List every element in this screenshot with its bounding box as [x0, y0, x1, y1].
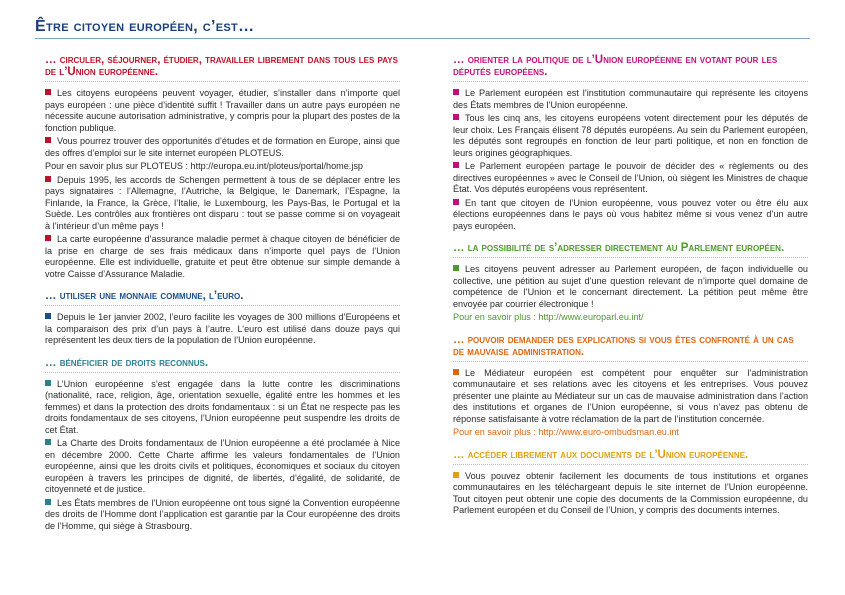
section [453, 449, 808, 517]
paragraph [45, 234, 400, 280]
paragraph-text: Depuis 1995, les accords de Schengen permettent à tous de se déplacer entre les pays signataires : l’Allemagne, l’Autriche, la Belgique, le Danemark, l’Espagne, la Finlande, la France, la Grèce, l’Italie, le Luxembourg, les Pays-Bas, le Portugal et la Suède. Les contrôles aux frontières ont disparu : tout se passe comme si on voyageait à l’intérieur d’un même pays ! [45, 174, 400, 231]
title-divider [35, 38, 810, 39]
square-bullet-icon [453, 472, 459, 478]
paragraph-text: Le Parlement européen partage le pouvoir de décider des « règlements ou des directives européennes » avec le Conseil de l’Union, où siègent les Ministres de chaque État. Vos députés européens vous représentent. [453, 161, 808, 194]
section [45, 54, 400, 280]
paragraph-text: Depuis le 1er janvier 2002, l’euro facilite les voyages de 300 millions d’Européens et la comparaison des prix d’un pays à l’autre. L’euro est utilisé dans douze pays qui représentent les deux tiers de la population de l’Union européenne. [45, 312, 400, 345]
section-heading: … utiliser une monnaie commune, l’euro. [45, 290, 400, 306]
square-bullet-icon [45, 235, 51, 241]
paragraph-text: Vous pourrez trouver des opportunités d’études et de formation en Europe, ainsi que des offres d’emploi sur le site internet européen PLOTEUS. [45, 136, 400, 158]
paragraph-text: La Charte des Droits fondamentaux de l’Union européenne a été proclamée à Nice en décembre 2000. Cette Charte affirme les valeurs fondamentales de l’Union européenne, ainsi que les droits civils et politiques, économiques et sociaux du citoyen européen à travers les principes de dignité, de libertés, d’égalité, de solidarité, de citoyenneté et de justice. [45, 438, 400, 494]
paragraph [45, 161, 400, 173]
section-heading: … la possibilité de s’adresser directement au Parlement européen. [453, 242, 808, 258]
paragraph [45, 312, 400, 347]
paragraph [45, 498, 400, 533]
section [45, 357, 400, 533]
section-heading: … circuler, séjourner, étudier, travailler librement dans tous les pays de l’Union européenne. [45, 54, 400, 82]
square-bullet-icon [45, 89, 51, 95]
paragraph [453, 198, 808, 233]
square-bullet-icon [45, 499, 51, 505]
paragraph [453, 161, 808, 196]
square-bullet-icon [453, 89, 459, 95]
square-bullet-icon [45, 176, 51, 182]
section [453, 54, 808, 232]
paragraph-text: Les États membres de l’Union européenne ont tous signé la Convention européenne des droits de l’Homme dont l’application est garantie par la Cour européenne des droits de l’Homme, qui siège à Strasbourg. [45, 497, 400, 531]
paragraph [45, 438, 400, 496]
paragraph-text: Tous les cinq ans, les citoyens européens votent directement pour les députés de leur choix. Les Français élisent 78 députés européens. Au sein du Parlement européen, les députés sont regroupés en fonction de leur parti politique, et non en fonction de leurs origines géographiques. [453, 113, 808, 158]
paragraph [45, 379, 400, 437]
section [453, 242, 808, 324]
paragraph-text: Le Médiateur européen est compétent pour enquêter sur l’administration communautaire et ses relations avec les citoyens et les entreprises. Vous pouvez présenter une plainte au Médiateur sur un cas de mauvaise administration dans l’action des institutions et organes de l’Union européenne, si vous n’avez pas obtenu de réponse satisfaisante à votre réclamation de la part de l’institution concernée. [453, 367, 808, 424]
paragraph [45, 175, 400, 233]
section-heading: … orienter la politique de l’Union européenne en votant pour les députés européens. [453, 54, 808, 82]
paragraph [45, 136, 400, 159]
square-bullet-icon [453, 199, 459, 205]
square-bullet-icon [453, 114, 459, 120]
paragraph-text: Les citoyens peuvent adresser au Parlement européen, de façon individuelle ou collective, une pétition au sujet d’une question relevant de n’importe quel domaine de compétence de l’Union et le concernant directement. La pétition peut même être envoyée par courrier électronique ! [453, 264, 808, 309]
square-bullet-icon [453, 162, 459, 168]
paragraph-text: Vous pouvez obtenir facilement les documents de tous institutions et organes communautaires en les téléchargeant depuis le site internet de l’Union européenne. Tout citoyen peut obtenir une copie des documents de la Commission européenne, du Parlement européen et du Conseil de l’Union, y compris des documents internes. [453, 470, 808, 515]
paragraph [453, 471, 808, 517]
square-bullet-icon [453, 369, 459, 375]
paragraph [453, 88, 808, 111]
section-heading: … pouvoir demander des explications si vous êtes confronté à un cas de mauvaise administration. [453, 334, 808, 362]
section-heading: … bénéficier de droits reconnus. [45, 357, 400, 373]
paragraph-text: L’Union européenne s’est engagée dans la lutte contre les discriminations (nationalité, race, religion, âge, orientation sexuelle, égalité entre les hommes et les femmes) et dans la protection des droits fondamentaux : si un État ne respecte pas les droits fondamentaux de ses citoyens, l’Union européenne peut suspendre les droits de cet État. [45, 378, 400, 435]
paragraph-text: En tant que citoyen de l’Union européenne, vous pouvez voter ou être élu aux élections européennes dans le pays où vous habitez même si vous venez d’un autre pays européen. [453, 197, 808, 231]
square-bullet-icon [45, 313, 51, 319]
more-info-link[interactable]: Pour en savoir plus : http://www.europarl.eu.int/ [453, 312, 644, 322]
square-bullet-icon [45, 137, 51, 143]
page-title: Être citoyen européen, c’est… [35, 18, 255, 35]
right-column [453, 46, 808, 527]
more-info-link[interactable]: Pour en savoir plus : http://www.euro-ombudsman.eu.int [453, 427, 679, 437]
paragraph-text: La carte européenne d’assurance maladie permet à chaque citoyen de bénéficier de la prise en charge de ses frais médicaux dans n’importe quel pays de l’Union européenne. Elle est individuelle, gratuite et peut être obtenue sur simple demande à votre Caisse d’Assurance Maladie. [45, 234, 400, 279]
section [45, 290, 400, 347]
paragraph [45, 88, 400, 134]
paragraph [453, 264, 808, 310]
paragraph-text: Le Parlement européen est l’institution communautaire qui représente les citoyens des États membres de l’Union européenne. [453, 88, 808, 110]
section [453, 334, 808, 439]
square-bullet-icon [45, 380, 51, 386]
paragraph [453, 113, 808, 159]
square-bullet-icon [453, 265, 459, 271]
paragraph-text: Les citoyens européens peuvent voyager, étudier, s’installer dans n’importe quel pays européen : une pièce d’identité suffit ! Travailler dans un autre pays européen ne nécessite aucune autorisation administrative, y compris pour la plupart des postes de la fonction publique. [45, 88, 400, 133]
square-bullet-icon [45, 439, 51, 445]
paragraph-text: Pour en savoir plus sur PLOTEUS : http://europa.eu.int/ploteus/portal/home.jsp [45, 161, 363, 171]
section-heading: … accéder librement aux documents de l’Union européenne. [453, 449, 808, 465]
paragraph [453, 368, 808, 426]
left-column [45, 46, 400, 542]
